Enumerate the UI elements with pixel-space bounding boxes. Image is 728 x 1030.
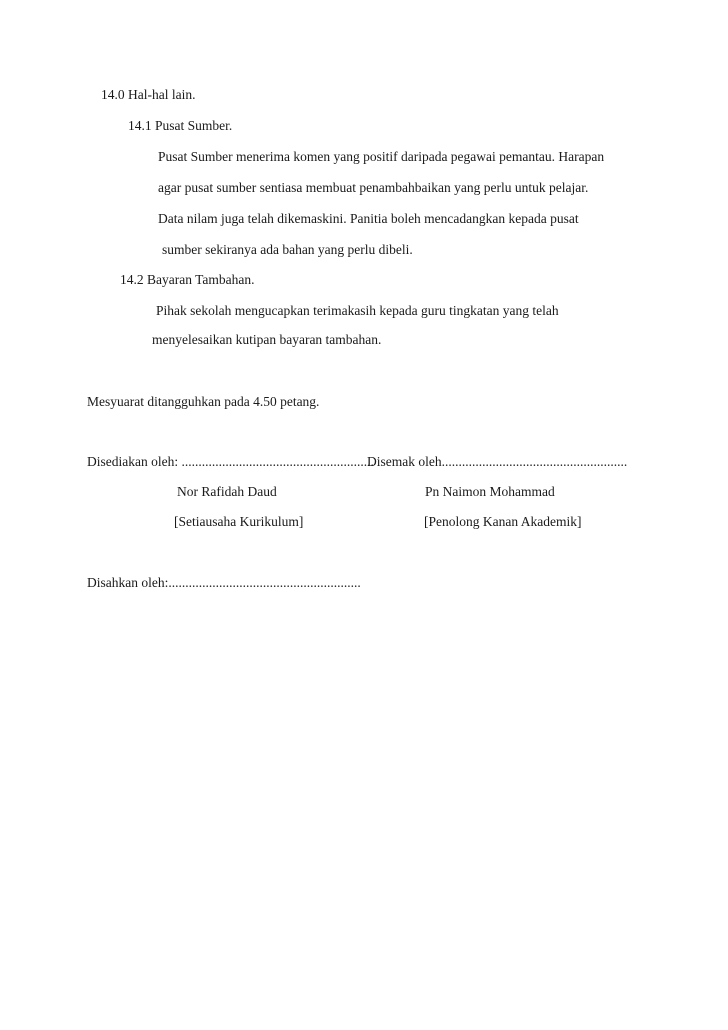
paragraph-line: menyelesaikan kutipan bayaran tambahan. bbox=[152, 332, 382, 347]
prepared-by-name: Nor Rafidah Daud bbox=[177, 484, 277, 499]
checked-by-name: Pn Naimon Mohammad bbox=[425, 484, 555, 499]
subsection-heading-14-2: 14.2 Bayaran Tambahan. bbox=[120, 272, 255, 287]
prepared-by-label: Disediakan oleh: ......................................................... bbox=[87, 454, 374, 469]
subsection-heading-14-1: 14.1 Pusat Sumber. bbox=[128, 118, 233, 133]
paragraph-line: Data nilam juga telah dikemaskini. Panitia boleh mencadangkan kepada pusat bbox=[158, 211, 579, 226]
paragraph-line: Pihak sekolah mengucapkan terimakasih kepada guru tingkatan yang telah bbox=[156, 303, 559, 318]
paragraph-line: sumber sekiranya ada bahan yang perlu dibeli. bbox=[162, 242, 413, 257]
adjournment-text: Mesyuarat ditangguhkan pada 4.50 petang. bbox=[87, 394, 320, 409]
paragraph-line: agar pusat sumber sentiasa membuat penambahbaikan yang perlu untuk pelajar. bbox=[158, 180, 589, 195]
checked-by-title: [Penolong Kanan Akademik] bbox=[424, 514, 582, 529]
prepared-by-title: [Setiausaha Kurikulum] bbox=[174, 514, 304, 529]
section-heading-14: 14.0 Hal-hal lain. bbox=[101, 87, 196, 102]
paragraph-line: Pusat Sumber menerima komen yang positif daripada pegawai pemantau. Harapan bbox=[158, 149, 605, 164]
approved-by-label: Disahkan oleh:......................................................... bbox=[87, 575, 361, 590]
checked-by-label: Disemak oleh....................................................... bbox=[367, 454, 628, 469]
